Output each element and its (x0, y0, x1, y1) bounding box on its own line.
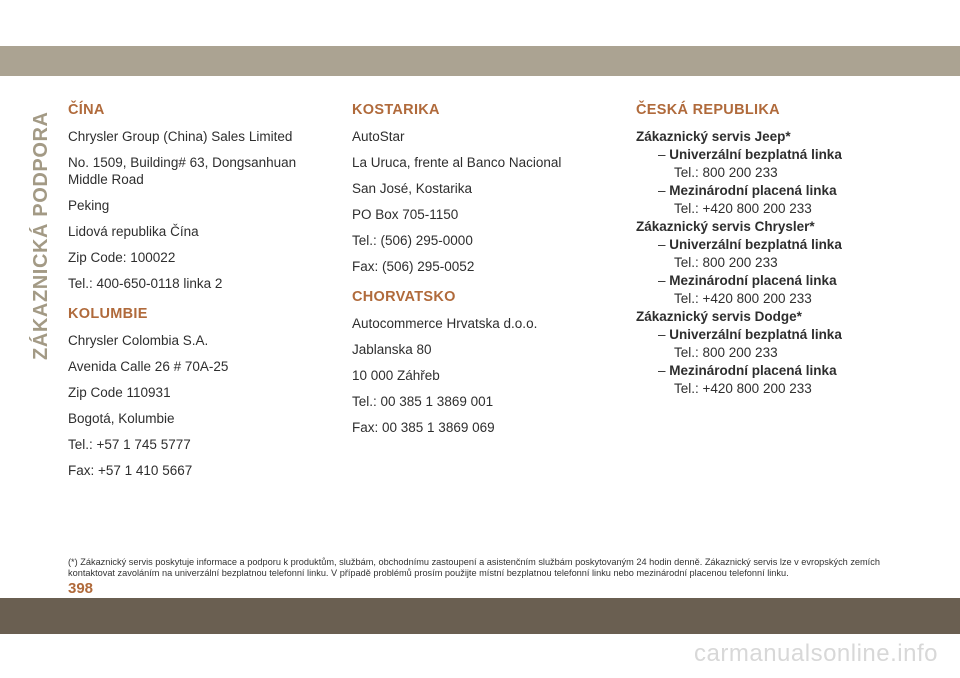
service-name-chrysler: Zákaznický servis Chrysler* (636, 219, 815, 234)
bottom-band (0, 598, 960, 634)
colombia-line: Fax: +57 1 410 5667 (68, 463, 193, 478)
column-middle (352, 98, 602, 445)
paid-line-label: Mezinárodní placená linka (669, 183, 837, 198)
service-name-dodge: Zákaznický servis Dodge* (636, 309, 802, 324)
china-line: Tel.: 400-650-0118 linka 2 (68, 276, 223, 291)
free-line-tel: Tel.: 800 200 233 (674, 165, 778, 180)
paid-line-tel: Tel.: +420 800 200 233 (674, 291, 812, 306)
colombia-line: Chrysler Colombia S.A. (68, 333, 209, 348)
costarica-line: AutoStar (352, 129, 405, 144)
dash: – (658, 147, 666, 162)
croatia-line: Jablanska 80 (352, 342, 432, 357)
costarica-line: PO Box 705-1150 (352, 207, 459, 222)
free-line-label: Univerzální bezplatná linka (669, 147, 842, 162)
croatia-line: Fax: 00 385 1 3869 069 (352, 420, 495, 435)
heading-colombia: KOLUMBIE (68, 306, 148, 322)
colombia-line: Tel.: +57 1 745 5777 (68, 437, 191, 452)
service-name-jeep: Zákaznický servis Jeep* (636, 129, 791, 144)
paid-line-tel: Tel.: +420 800 200 233 (674, 381, 812, 396)
china-line: Zip Code: 100022 (68, 250, 176, 265)
dash: – (658, 273, 666, 288)
paid-line-row (636, 272, 916, 290)
heading-china: ČÍNA (68, 102, 105, 118)
free-line-tel: Tel.: 800 200 233 (674, 255, 778, 270)
colombia-line: Zip Code 110931 (68, 385, 171, 400)
china-line: Lidová republika Čína (68, 224, 199, 239)
footnote: (*) Zákaznický servis poskytuje informace a podporu k produktům, službám, obchodnímu zastoupení a asistenčním službám poskytovaným 24 hodin denně. Zákaznický servis lze v evropských zemích kontaktovat zavoláním na univerzální bezplatnou telefonní linku. V případě problémů prosím použijte místní bezplatnou telefonní linku nebo mezinárodní placenou telefonní linku. (68, 557, 880, 578)
dash: – (658, 363, 666, 378)
free-line-row (636, 326, 916, 344)
china-line: No. 1509, Building# 63, Dongsanhuan Middle Road (68, 155, 297, 187)
heading-czech: ČESKÁ REPUBLIKA (636, 102, 780, 118)
paid-line-label: Mezinárodní placená linka (669, 273, 837, 288)
heading-costarica: KOSTARIKA (352, 102, 440, 118)
croatia-line: Autocommerce Hrvatska d.o.o. (352, 316, 538, 331)
croatia-line: 10 000 Záhřeb (352, 368, 440, 383)
column-left (68, 98, 318, 488)
free-line-row (636, 236, 916, 254)
paid-line-tel: Tel.: +420 800 200 233 (674, 201, 812, 216)
free-line-label: Univerzální bezplatná linka (669, 327, 842, 342)
dash: – (658, 237, 666, 252)
free-line-tel: Tel.: 800 200 233 (674, 345, 778, 360)
paid-line-label: Mezinárodní placená linka (669, 363, 837, 378)
side-section-title: ZÁKAZNICKÁ PODPORA (30, 111, 52, 361)
china-line: Chrysler Group (China) Sales Limited (68, 129, 293, 144)
costarica-line: Tel.: (506) 295-0000 (352, 233, 473, 248)
china-line: Peking (68, 198, 110, 213)
column-right (636, 98, 916, 398)
top-band (0, 46, 960, 76)
watermark-text: carmanualsonline.info (694, 640, 938, 667)
croatia-line: Tel.: 00 385 1 3869 001 (352, 394, 494, 409)
costarica-line: La Uruca, frente al Banco Nacional (352, 155, 562, 170)
costarica-line: San José, Kostarika (352, 181, 473, 196)
colombia-line: Bogotá, Kolumbie (68, 411, 175, 426)
page-number: 398 (68, 580, 94, 597)
free-line-label: Univerzální bezplatná linka (669, 237, 842, 252)
dash: – (658, 327, 666, 342)
paid-line-row (636, 182, 916, 200)
heading-croatia: CHORVATSKO (352, 289, 456, 305)
dash: – (658, 183, 666, 198)
paid-line-row (636, 362, 916, 380)
colombia-line: Avenida Calle 26 # 70A-25 (68, 359, 229, 374)
free-line-row (636, 146, 916, 164)
costarica-line: Fax: (506) 295-0052 (352, 259, 475, 274)
